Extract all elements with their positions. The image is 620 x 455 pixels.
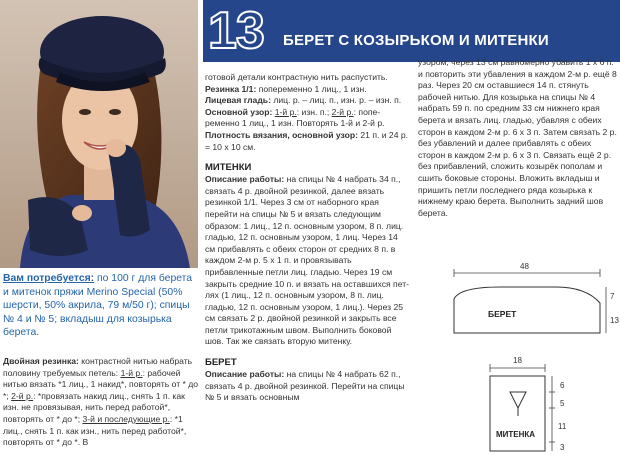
- beret-side-height-label: 13: [610, 316, 619, 325]
- beret-continued-paragraph: узором, через 13 см равномерно убавить 1 х 6 п. и повторить эти убавления в каждом 2-м р. ещё 8 раз. Через 20 см оставшиеся 14 п. стянуть рабочей нитью. Для козырька на спицы № 4 набрать 59 п. по средним 33 см нижнего края берета и вязать лиц. гладью, убавляя с обеих сторон в каждом 2-м р. 6 х 3 п. Затем связать 2 р. без убавлений и далее прибавлять с обеих сторон в каждом 2-м р. 6 х 3 п. Связать ещё 2 р. без прибавлений, сложить козырёк пополам и сшить боковые стороны. Вложить вкладыш и пришить петли последнего ряда козырька к нижнему краю берета. Выполнить задний шов берета.: [418, 57, 617, 218]
- pattern-title: БЕРЕТ С КОЗЫРЬКОМ И МИТЕНКИ: [283, 32, 549, 49]
- mitts-section-title: МИТЕНКИ: [205, 162, 252, 174]
- beret-heading: Описание работы:: [205, 369, 285, 380]
- pattern-number: 13: [208, 2, 264, 60]
- mitt-h2-label: 5: [560, 399, 565, 408]
- text-span: : *1 лиц., снять 1 п. как изн., нить перед работой*, повторять от * до *. В: [3, 413, 187, 448]
- stockinette-paragraph: [205, 95, 410, 107]
- mitt-h1-label: 6: [560, 381, 565, 390]
- text-span: лиц. р. – лиц. п., изн. р. – изн. п.: [270, 95, 402, 106]
- column-1: [3, 356, 199, 449]
- beret-side-top-label: 7: [610, 292, 615, 301]
- text-span: : *провязать накид лиц., снять 1 п. как изн. не провязывая, нить перед работой*, повторять от * до *;: [3, 390, 185, 424]
- thumb-gusset-shape: [510, 392, 526, 408]
- beret-paragraph: [205, 369, 410, 404]
- materials-text: по 100 г для берета и митенок пряжи Merino Special (50% шерсти, 50% акрила, 79 м/50 г); спицы № 4 и № 5; вкладыш для козырька берета.: [3, 273, 193, 339]
- main-pattern-heading: Основной узор:: [205, 106, 273, 117]
- rib-paragraph: [205, 84, 410, 96]
- materials-lead: Вам потребуется:: [3, 273, 95, 284]
- text-span: : рабочей нитью вязать *1 лиц., 1 накид*, повторять от * до *;: [3, 367, 199, 401]
- column-2: [205, 72, 410, 404]
- mitts-paragraph: [205, 174, 410, 348]
- text-span: попеременно 1 лиц., 1 изн.: [256, 83, 367, 94]
- beret-label: БЕРЕТ: [488, 309, 517, 319]
- double-rib-paragraph: [3, 356, 199, 449]
- row-ref: 1-й р.: [274, 106, 297, 117]
- header-band: [203, 0, 620, 62]
- beret-schematic: [440, 255, 620, 340]
- text-span: : изн. п.;: [296, 106, 332, 117]
- text-span: 21 п. и 24 р. = 10 х 10 см.: [205, 129, 409, 152]
- beret-width-label: 48: [520, 262, 529, 271]
- main-pattern-paragraph: [205, 107, 410, 130]
- text-span: на спицы № 4 набрать 62 п., связать 4 р. двойной резинкой. Перейти на спицы № 5 и вязать основным: [205, 369, 405, 403]
- mitt-width-label: 18: [513, 356, 522, 365]
- rib-heading: Резинка 1/1:: [205, 83, 257, 94]
- gauge-heading: Плотность вязания, основной узор:: [205, 129, 358, 140]
- intro-paragraph: готовой детали контрастную нить распустить.: [205, 72, 388, 82]
- text-span: : попеременно 1 лиц., 1 изн. Повторять 1-й и 2-й р.: [205, 106, 385, 129]
- row-ref: 1-й р.: [120, 367, 143, 378]
- materials-block: [3, 272, 199, 340]
- row-ref: 3-й и последующие р.: [82, 413, 170, 424]
- model-photo: [0, 0, 198, 268]
- double-rib-heading: Двойная резинка:: [3, 356, 79, 366]
- mitt-label: МИТЕНКА: [496, 430, 536, 439]
- mitt-h4-label: 3: [560, 443, 565, 452]
- model-illustration: [0, 0, 198, 268]
- row-ref: 2-й р.: [11, 390, 34, 401]
- stockinette-heading: Лицевая гладь:: [205, 95, 271, 106]
- mitt-schematic: [480, 352, 590, 455]
- mitt-h3-label: 11: [558, 422, 567, 431]
- column-3: [418, 57, 617, 219]
- beret-section-title: БЕРЕТ: [205, 357, 237, 369]
- beret-outline: [454, 287, 600, 333]
- text-span: контрастной нитью набрать половину требуемых петель:: [3, 356, 193, 378]
- text-span: на спицы № 4 набрать 34 п., связать 4 р. двойной резинкой, далее вязать резинкой 1/1. Через 3 см от наборного края перейти на спицы № 5 и вязать следующим образом: 1 лиц., 12 п. основным узором, 8 п. лиц. гладью, 12 п. основным узором, 1 лиц. Через 14 см прибавлять с обеих сторон от средних 8 п. в каждом 2-м р. 5 х 1 п. и провязывать прибавленные петли лиц. гладью. Через 19 см закрыть средние 10 п. и вязать на оставшихся петлях (1 лиц., 12 п. основным узором, 8 п. лиц. гладью, 12 п. основным узором, 1 лиц.). Через 25 см связать 2 р. двойной резинкой и закрыть все петли трикотажным швом. Выполнить боковой шов. Так же связать вторую митенку.: [205, 174, 410, 347]
- gauge-paragraph: [205, 130, 410, 153]
- mitts-heading: Описание работы:: [205, 174, 285, 185]
- row-ref: 2-й р.: [331, 106, 354, 117]
